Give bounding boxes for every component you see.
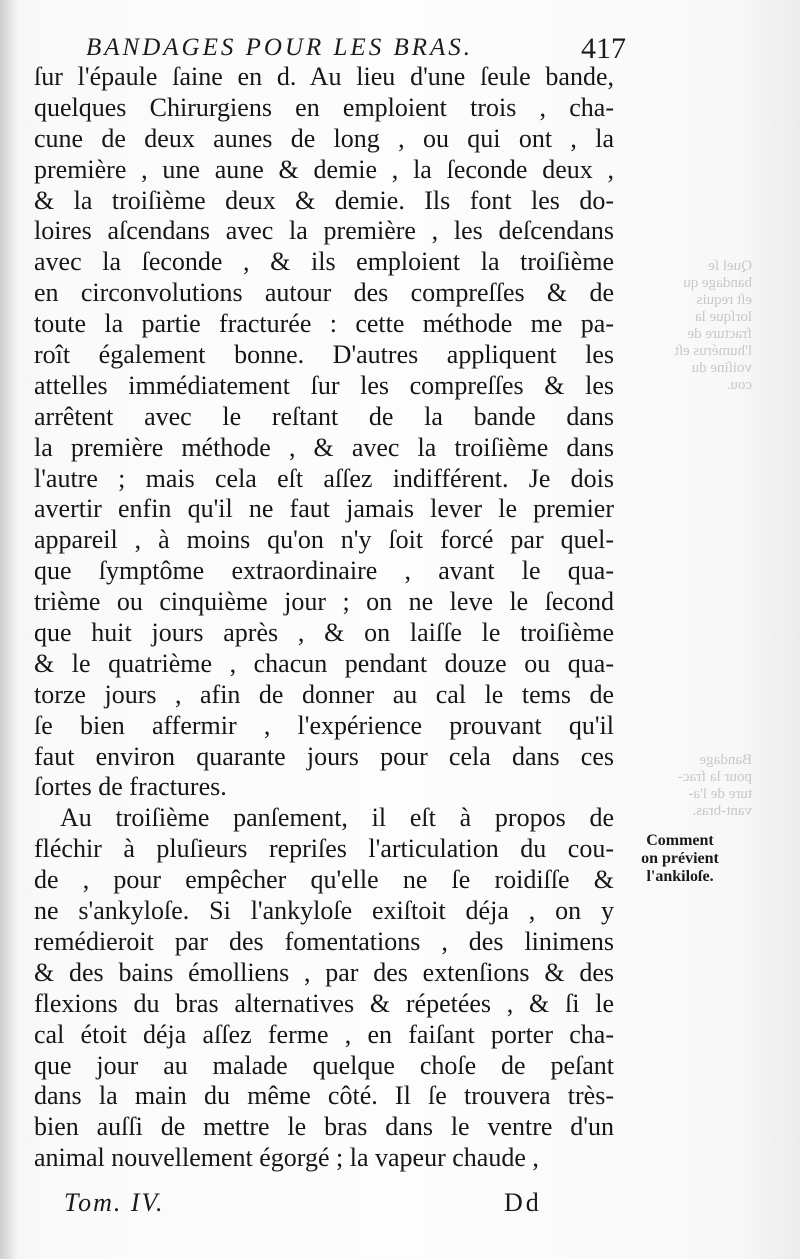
text-line: que ſymptôme extraordinaire , avant le qua- — [34, 556, 614, 586]
text-line: Au troiſième panſement, il eſt à propos de — [60, 803, 614, 833]
text-line: que huit jours après , & on laiſſe le troiſième — [34, 618, 614, 648]
bleed-through-text-2: Bandage pour la frac- ture de l'a- vant-bras. — [677, 752, 752, 819]
bleed-through-text: Quel ſe bandage qu eſt requis lorſque la fracture de l'humérus eſt voiſine du cou. — [674, 258, 752, 393]
text-line: quelques Chirurgiens en emploient trois , cha- — [34, 92, 614, 122]
text-line: l'autre ; mais cela eſt aſſez indifférent. Je dois — [34, 463, 614, 493]
text-line: que jour au malade quelque choſe de peſant — [34, 1050, 614, 1080]
text-line: arrêtent avec le reſtant de la bande dans — [34, 401, 614, 431]
text-line: en circonvolutions autour des compreſſes & de — [34, 278, 614, 308]
margin-note-line: on prévient — [641, 850, 719, 867]
body-text — [34, 62, 614, 1174]
text-line: appareil , à moins qu'on n'y ſoit forcé par quel- — [34, 525, 614, 555]
text-line: torze jours , afin de donner au cal le tems de — [34, 679, 614, 709]
text-line: roît également bonne. D'autres appliquent les — [34, 340, 614, 370]
text-line: ſur l'épaule ſaine en d. Au lieu d'une ſeule bande, — [34, 62, 614, 91]
text-line: animal nouvellement égorgé ; la vapeur chaude , — [34, 1143, 539, 1173]
text-line: fléchir à pluſieurs repriſes l'articulation du cou- — [34, 834, 614, 864]
text-line: bien auſſi de mettre le bras dans le ventre d'un — [34, 1112, 614, 1142]
text-line: attelles immédiatement ſur les compreſſes & les — [34, 370, 614, 400]
text-line: avec la ſeconde , & ils emploient la troiſième — [34, 247, 614, 277]
running-head: BANDAGES POUR LES BRAS. — [86, 34, 474, 61]
text-line: ſortes de fractures. — [34, 772, 227, 802]
page-gutter-shadow — [0, 0, 18, 1259]
page-footer — [64, 1188, 564, 1222]
text-line: & la troiſième deux & demie. Ils font les do- — [34, 185, 614, 215]
text-line: première , une aune & demie , la ſeconde deux , — [34, 154, 614, 184]
text-line: & des bains émolliens , par des extenſions & des — [34, 957, 614, 987]
margin-note-line: l'ankiloſe. — [646, 868, 714, 885]
text-line: trième ou cinquième jour ; on ne leve le ſecond — [34, 587, 614, 617]
text-line: avertir enfin qu'il ne faut jamais lever le premier — [34, 494, 614, 524]
text-line: cal étoit déja aſſez ferme , en faiſant porter cha- — [34, 1019, 614, 1049]
text-line: & le quatrième , chacun pendant douze ou qua- — [34, 648, 614, 678]
text-line: flexions du bras alternatives & répetées , & ſi le — [34, 988, 614, 1018]
text-line: dans la main du même côté. Il ſe trouvera très- — [34, 1081, 614, 1111]
text-line: ſe bien affermir , l'expérience prouvant qu'il — [34, 710, 614, 740]
text-line: ne s'ankyloſe. Si l'ankyloſe exiſtoit déja , on y — [34, 896, 614, 926]
volume-label: Tom. IV. — [64, 1188, 165, 1217]
text-line: remédieroit par des fomentations , des linimens — [34, 926, 614, 956]
text-line: de , pour empêcher qu'elle ne ſe roidiſſe & — [34, 865, 614, 895]
margin-note-line: Comment — [646, 832, 714, 849]
margin-note — [620, 832, 740, 886]
text-line: toute la partie fracturée : cette méthode me pa- — [34, 309, 614, 339]
text-line: loires aſcendans avec la première , les deſcendans — [34, 216, 614, 246]
text-line: cune de deux aunes de long , ou qui ont , la — [34, 123, 614, 153]
signature-mark: Dd — [504, 1188, 542, 1217]
text-line: faut environ quarante jours pour cela dans ces — [34, 741, 614, 771]
text-line: la première méthode , & avec la troiſième dans — [34, 432, 614, 462]
page-number: 417 — [581, 32, 626, 65]
